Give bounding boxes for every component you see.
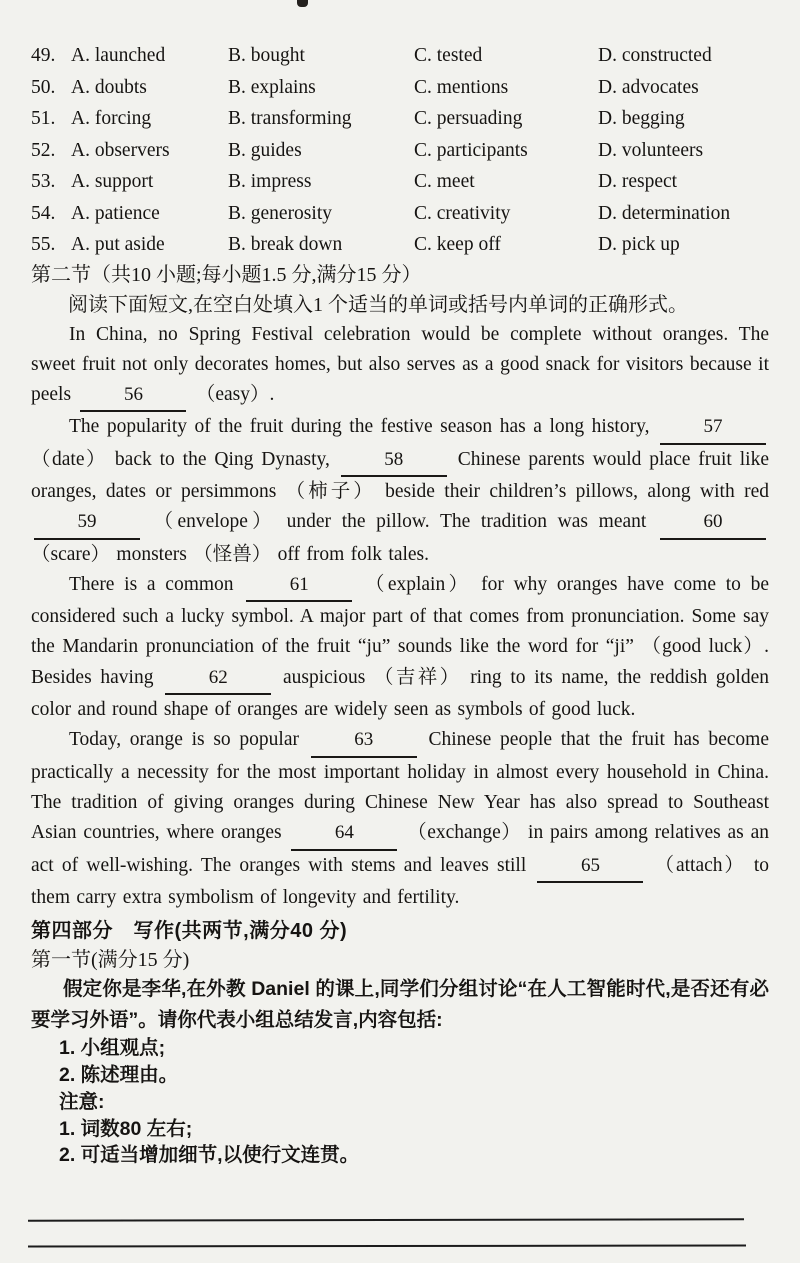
text-segment: （scare） monsters （怪兽） off from folk tales. (31, 543, 430, 565)
mcq-option-b: B. guides (228, 139, 302, 161)
blank-number: 64 (334, 822, 354, 844)
blank-59 (34, 507, 140, 539)
mcq-option-c: C. participants (414, 139, 528, 161)
mcq-option-b: B. break down (228, 234, 343, 255)
blank-number: 63 (354, 729, 374, 751)
multiple-choice-section (31, 40, 769, 261)
question-number: 55. (31, 234, 56, 255)
essay-prompt: 假定你是李华,在外教 Daniel 的课上,同学们分组讨论“在人工智能时代,是否还有必要学习外语”。请你代表小组总结发言,内容包括: (31, 978, 769, 1031)
mcq-option-b: B. explains (228, 76, 316, 98)
mcq-option-d: D. pick up (598, 234, 680, 255)
mcq-option-c: C. mentions (414, 76, 509, 98)
cloze-paragraph-4 (31, 725, 769, 913)
scan-artifact (297, 0, 308, 7)
section1-header: 第一节(满分15 分) (31, 949, 190, 972)
cloze-paragraph-3 (31, 570, 769, 725)
mcq-row-54 (31, 198, 769, 230)
text-segment: （explain） for why oranges have come to be considered such a lucky symbol. A major part of that comes from pronunciation. Some say the Mandarin pronunciation of the fruit “ju” sounds like the word for “ji” （good luck）. Besides having (31, 573, 769, 688)
blank-58 (341, 445, 447, 477)
text-segment: The popularity of the fruit during the festive season has a long history, (69, 416, 657, 438)
mcq-row-51 (31, 103, 769, 135)
section2-header: 第二节（共10 小题;每小题1.5 分,满分15 分） (31, 263, 422, 286)
text-segment: In China, no Spring Festival celebration would be complete without oranges. The sweet fruit not only decorates homes, but also serves as a good snack for visitors because it peels (31, 323, 769, 406)
text-segment: Today, orange is so popular (69, 729, 308, 751)
mcq-row-49 (31, 40, 769, 72)
cloze-instructions: 阅读下面短文,在空白处填入1 个适当的单词或括号内单词的正确形式。 (68, 293, 688, 316)
blank-65 (537, 851, 643, 883)
essay-point-1: 1. 小组观点; (59, 1037, 166, 1060)
text-segment: （exchange） in pairs among relatives as an act of well-wishing. The oranges with stems and leaves still (31, 822, 769, 876)
mcq-option-c: C. keep off (414, 234, 501, 255)
blank-62 (165, 663, 271, 695)
mcq-row-52 (31, 135, 769, 167)
mcq-option-d: D. constructed (598, 45, 712, 66)
writing-section (31, 917, 769, 1169)
mcq-option-a: A. observers (71, 139, 170, 161)
mcq-option-a: A. launched (71, 45, 166, 66)
cloze-paragraph-2 (31, 412, 769, 569)
question-number: 50. (31, 76, 56, 98)
mcq-option-d: D. advocates (598, 76, 699, 98)
mcq-option-b: B. generosity (228, 202, 332, 224)
note-label: 注意: (59, 1090, 105, 1113)
note-item-2: 2. 可适当增加细节,以使行文连贯。 (59, 1144, 360, 1167)
blank-number: 65 (580, 854, 600, 876)
text-segment: There is a common (69, 573, 244, 595)
question-number: 54. (31, 202, 56, 224)
question-number: 52. (31, 139, 56, 161)
part4-header: 第四部分 写作(共两节,满分40 分) (31, 920, 348, 943)
mcq-option-a: A. forcing (71, 108, 152, 129)
mcq-row-50 (31, 72, 769, 104)
mcq-option-c: C. meet (414, 171, 475, 192)
mcq-option-b: B. impress (228, 171, 312, 192)
blank-number: 59 (77, 511, 97, 533)
mcq-option-c: C. persuading (414, 108, 523, 129)
mcq-option-a: A. doubts (71, 76, 147, 98)
blank-number: 56 (123, 384, 143, 406)
mcq-option-d: D. begging (598, 108, 685, 129)
blank-56 (80, 380, 186, 412)
cloze-paragraph-1 (31, 320, 769, 413)
blank-number: 61 (289, 573, 309, 595)
blank-number: 60 (703, 511, 723, 533)
mcq-row-55 (31, 229, 769, 261)
mcq-option-a: A. support (71, 171, 154, 192)
mcq-option-c: C. creativity (414, 202, 511, 224)
blank-number: 57 (703, 416, 723, 438)
mcq-option-a: A. put aside (71, 234, 165, 255)
essay-point-2: 2. 陈述理由。 (59, 1063, 179, 1086)
question-number: 49. (31, 45, 56, 66)
writing-line-1 (28, 1218, 744, 1221)
blank-63 (311, 725, 417, 757)
mcq-option-d: D. respect (598, 171, 678, 192)
mcq-row-53 (31, 166, 769, 198)
writing-line-2 (28, 1244, 746, 1247)
question-number: 51. (31, 108, 56, 129)
blank-64 (291, 818, 397, 850)
mcq-option-d: D. determination (598, 202, 731, 224)
blank-57 (660, 412, 766, 444)
blank-number: 58 (384, 448, 404, 470)
question-number: 53. (31, 171, 56, 192)
text-segment: auspicious （吉祥） ring to its name, the reddish golden color and round shape of oranges are widely seen as symbols of good luck. (31, 666, 770, 721)
text-segment: Chinese people that the fruit has become practically a necessity for the most important holiday in almost every household in China. The tradition of giving oranges during Chinese New Year has also spread to Southeast Asian countries, where oranges (31, 729, 769, 844)
mcq-option-b: B. bought (228, 45, 305, 66)
blank-60 (660, 507, 766, 539)
cloze-section (31, 261, 769, 914)
text-segment: Chinese parents would place fruit like oranges, dates or persimmons （柿子） beside their children’s pillows, along with red (31, 448, 769, 502)
mcq-option-d: D. volunteers (598, 139, 704, 161)
mcq-option-c: C. tested (414, 45, 483, 66)
text-segment: （envelope） under the pillow. The tradition was meant (143, 511, 657, 533)
mcq-option-a: A. patience (71, 202, 160, 224)
blank-number: 62 (208, 666, 228, 688)
text-segment: （easy）. (189, 384, 275, 406)
text-segment: （date） back to the Qing Dynasty, (31, 448, 338, 470)
text-segment: （attach） to them carry extra symbolism of longevity and fertility. (31, 854, 769, 908)
mcq-option-b: B. transforming (228, 108, 352, 129)
blank-61 (246, 570, 352, 602)
note-item-1: 1. 词数80 左右; (59, 1117, 193, 1140)
